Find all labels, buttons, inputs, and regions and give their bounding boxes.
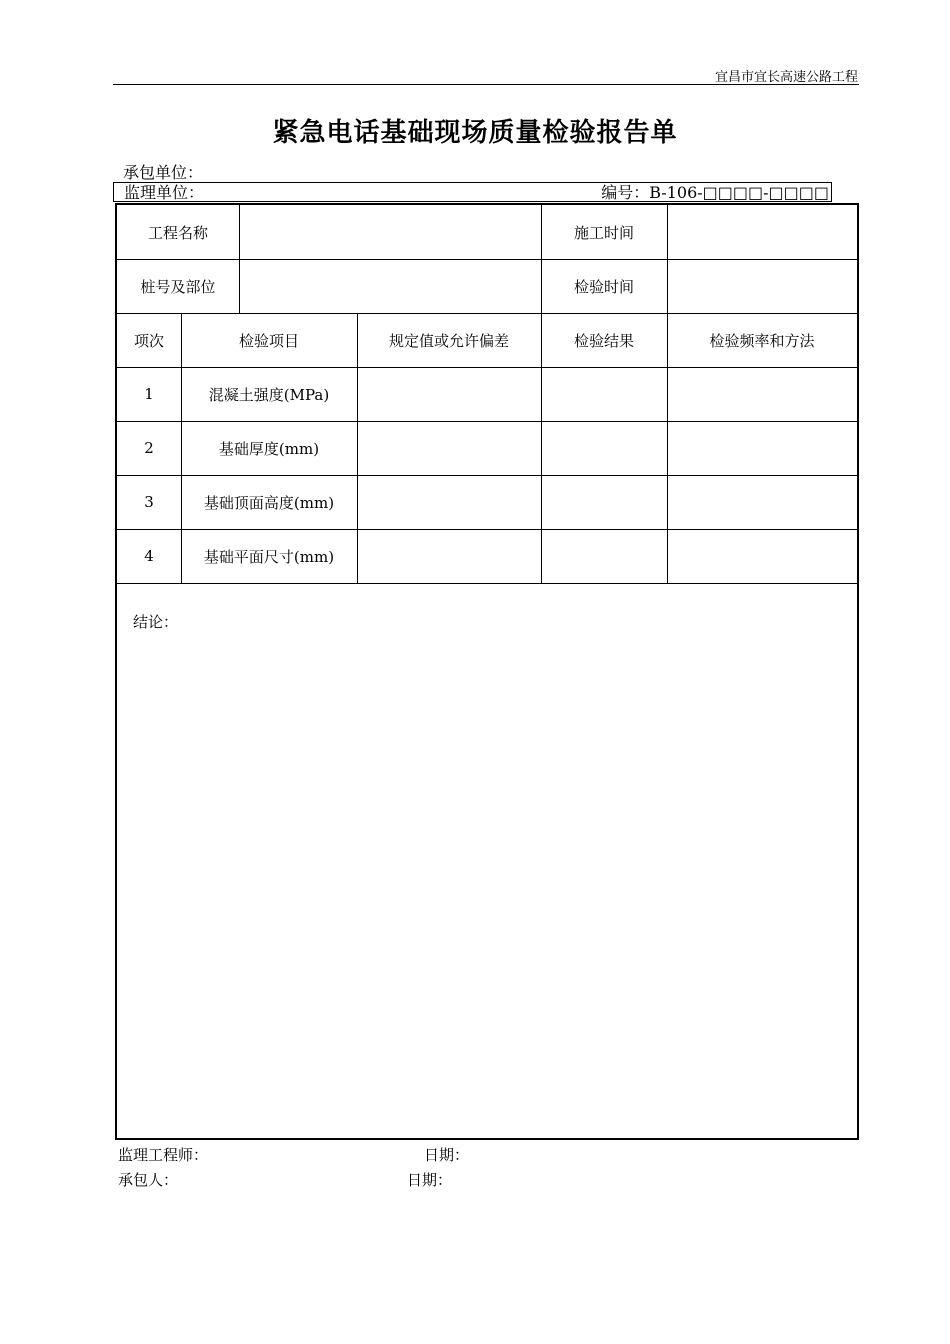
column-header-method: 检验频率和方法 <box>709 331 815 350</box>
item-method-field[interactable] <box>667 367 857 421</box>
construction-time-label: 施工时间 <box>573 223 634 242</box>
conclusion-field[interactable] <box>117 584 857 1138</box>
item-spec-field[interactable] <box>357 529 541 583</box>
construction-time-field[interactable] <box>668 205 857 259</box>
engineer-date-label: 日期： <box>424 1146 470 1164</box>
inspection-table <box>115 203 859 1140</box>
item-no: 4 <box>144 547 154 565</box>
supervisor-row <box>113 182 832 202</box>
column-header-item: 检验项目 <box>238 331 299 350</box>
project-name-field[interactable] <box>240 205 541 259</box>
item-no: 1 <box>144 385 154 403</box>
page-title: 紧急电话基础现场质量检验报告单 <box>272 118 678 148</box>
item-spec-field[interactable] <box>357 367 541 421</box>
code-value: B-106-□□□□-□□□□ <box>649 183 829 202</box>
item-method-field[interactable] <box>667 475 857 529</box>
item-no: 3 <box>144 493 154 511</box>
item-result-field[interactable] <box>541 421 667 475</box>
supervisor-label: 监理单位： <box>124 183 205 202</box>
contractor-date-label: 日期： <box>407 1171 453 1189</box>
item-result-field[interactable] <box>541 475 667 529</box>
header-project-name: 宜昌市宜长高速公路工程 <box>714 70 858 85</box>
item-name: 基础厚度(mm) <box>218 439 320 458</box>
item-no: 2 <box>144 439 154 457</box>
header-rule <box>113 84 859 85</box>
inspection-time-field[interactable] <box>668 259 857 313</box>
item-method-field[interactable] <box>667 421 857 475</box>
item-result-field[interactable] <box>541 367 667 421</box>
item-spec-field[interactable] <box>357 421 541 475</box>
report-code <box>601 183 829 202</box>
project-name-label: 工程名称 <box>147 223 208 242</box>
code-label: 编号： <box>601 183 650 202</box>
contractor-person-label: 承包人： <box>118 1171 179 1189</box>
column-header-result: 检验结果 <box>573 331 634 350</box>
column-header-spec: 规定值或允许偏差 <box>388 331 509 350</box>
station-location-field[interactable] <box>240 259 541 313</box>
item-name: 基础顶面高度(mm) <box>203 493 335 512</box>
item-name: 混凝土强度(MPa) <box>208 385 330 404</box>
inspection-time-label: 检验时间 <box>573 277 634 296</box>
column-header-no: 项次 <box>133 331 164 350</box>
item-spec-field[interactable] <box>357 475 541 529</box>
supervising-engineer-label: 监理工程师： <box>118 1146 209 1164</box>
contractor-label: 承包单位： <box>123 163 204 182</box>
station-location-label: 桩号及部位 <box>140 277 216 296</box>
item-result-field[interactable] <box>541 529 667 583</box>
item-method-field[interactable] <box>667 529 857 583</box>
conclusion-label: 结论： <box>133 613 179 631</box>
item-name: 基础平面尺寸(mm) <box>203 547 335 566</box>
